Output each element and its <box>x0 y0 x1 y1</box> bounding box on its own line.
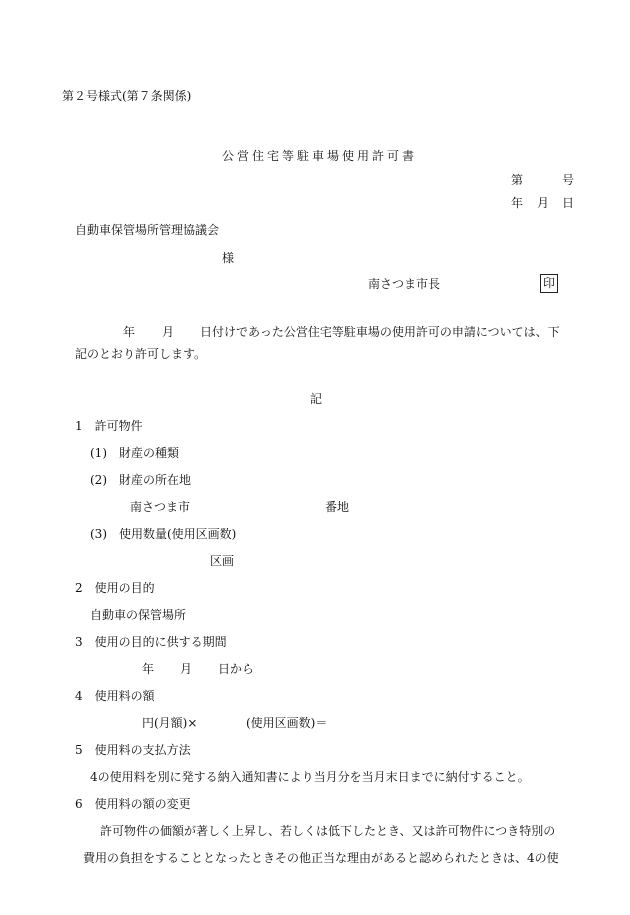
intro-nen: 年 <box>123 325 136 339</box>
form-number: 第２号様式(第７条関係) <box>62 89 192 103</box>
item-1-2-banchi: 番地 <box>325 500 350 514</box>
item-5-value: 4の使用料を別に発する納入通知書により当月分を当月末日までに納付すること。 <box>90 770 530 784</box>
item-2-heading: 2 使用の目的 <box>75 581 155 595</box>
item-4-heading: 4 使用料の額 <box>75 689 155 703</box>
item-2-value: 自動車の保管場所 <box>90 608 187 622</box>
item-1-2-city: 南さつま市 <box>130 500 191 514</box>
addressee-sama: 様 <box>222 251 235 265</box>
item-1-3: (3) 使用数量(使用区画数) <box>90 527 237 541</box>
item-3-heading: 3 使用の目的に供する期間 <box>75 635 227 649</box>
number-dai: 第 <box>511 173 524 187</box>
addressee: 自動車保管場所管理協議会 <box>75 223 220 237</box>
intro-tsuki: 月 <box>162 325 175 339</box>
item-6-heading: 6 使用料の額の変更 <box>75 797 191 811</box>
item-3-tsuki: 月 <box>180 662 193 676</box>
seal-mark: 印 <box>540 274 558 293</box>
item-4-count: (使用区画数)＝ <box>246 716 328 730</box>
issuer: 南さつま市長 <box>368 277 441 291</box>
number-gou: 号 <box>562 173 575 187</box>
item-1-heading: 1 許可物件 <box>75 419 143 433</box>
date-nen: 年 <box>511 196 524 210</box>
item-1-3-unit: 区画 <box>210 554 235 568</box>
item-5-heading: 5 使用料の支払方法 <box>75 743 191 757</box>
item-4-yen: 円(月額)× <box>142 716 198 730</box>
item-1-1: (1) 財産の種類 <box>90 446 179 460</box>
item-1-2: (2) 財産の所在地 <box>90 473 191 487</box>
intro-line1: 日付けであった公営住宅等駐車場の使用許可の申請については、下 <box>200 325 560 339</box>
date-tsuki: 月 <box>537 196 550 210</box>
item-6-line2: 費用の負担をすることとなったときその他正当な理由があると認められたときは、4の使 <box>83 851 559 865</box>
item-6-line1: 許可物件の価額が著しく上昇し、若しくは低下したとき、又は許可物件につき特別の <box>100 824 556 838</box>
item-3-nen: 年 <box>142 662 155 676</box>
ki-heading: 記 <box>310 392 323 406</box>
intro-line2: 記のとおり許可します。 <box>75 347 207 361</box>
date-hi: 日 <box>562 196 575 210</box>
document-title: 公営住宅等駐車場使用許可書 <box>222 149 418 163</box>
item-3-from: 日から <box>218 662 255 676</box>
